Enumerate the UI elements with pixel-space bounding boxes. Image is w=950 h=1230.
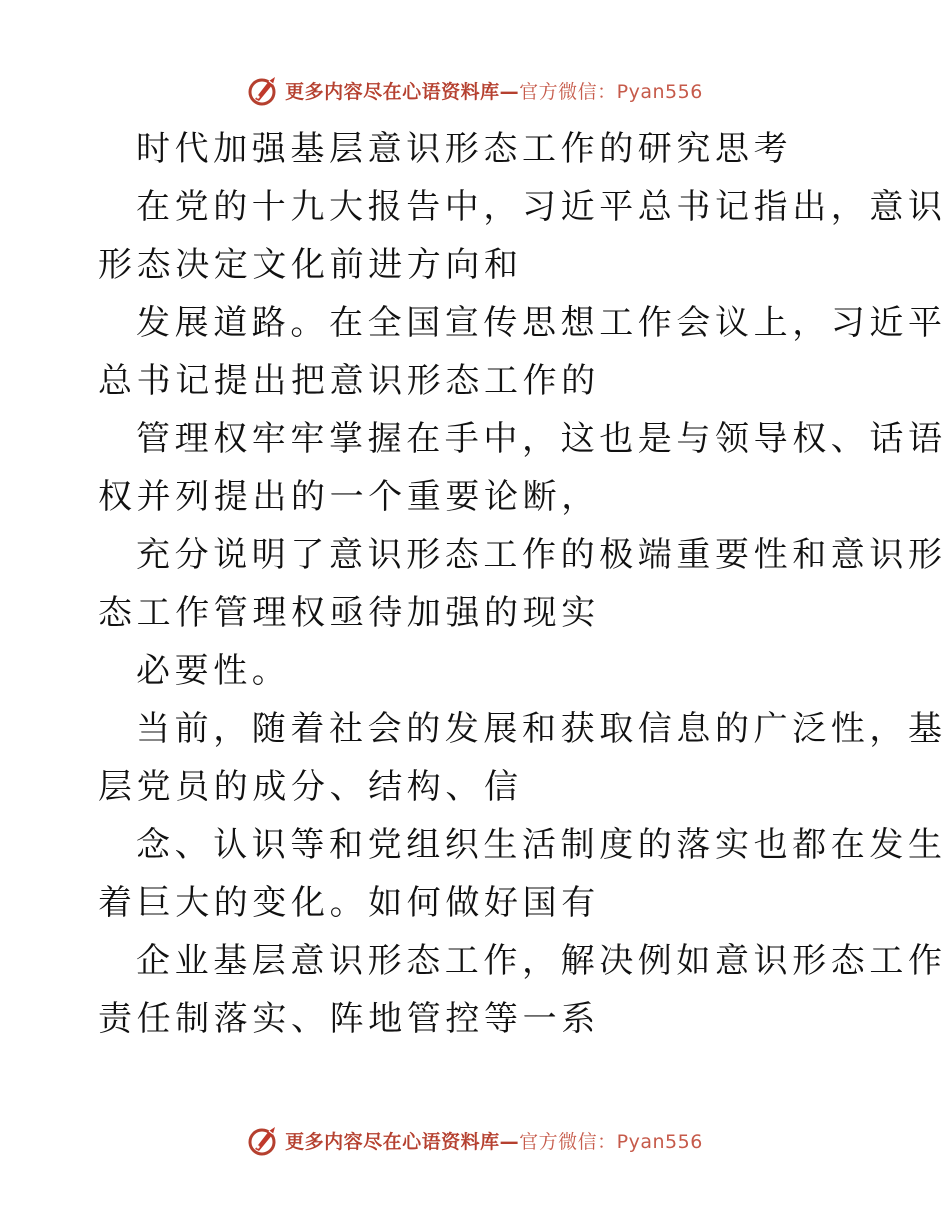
text-line: 充分说明了意识形态工作的极端重要性和意识形 — [136, 535, 947, 575]
banner-text — [285, 77, 703, 104]
pen-nib-logo-icon — [247, 1123, 281, 1157]
text-line: 权并列提出的一个重要论断， — [98, 477, 600, 517]
document-title: 时代加强基层意识形态工作的研究思考 — [136, 129, 793, 169]
text-line: 形态决定文化前进方向和 — [98, 245, 523, 285]
text-line: 念、认识等和党组织生活制度的落实也都在发生 — [136, 825, 947, 865]
banner-wechat: 官方微信：Pyan556 — [519, 1130, 703, 1153]
text-line: 着巨大的变化。如何做好国有 — [98, 883, 600, 923]
text-line: 必要性。 — [136, 651, 291, 691]
header-banner — [0, 70, 950, 110]
text-line: 态工作管理权亟待加强的现实 — [98, 593, 600, 633]
text-line: 管理权牢牢掌握在手中，这也是与领导权、话语 — [136, 419, 947, 459]
banner-title: 更多内容尽在心语资料库— — [285, 1130, 520, 1153]
footer-banner — [0, 1120, 950, 1160]
text-line: 总书记提出把意识形态工作的 — [98, 361, 600, 401]
text-line: 发展道路。在全国宣传思想工作会议上，习近平 — [136, 303, 947, 343]
text-line: 责任制落实、阵地管控等一系 — [98, 999, 600, 1039]
text-line: 在党的十九大报告中，习近平总书记指出，意识 — [136, 187, 947, 227]
banner-wechat: 官方微信：Pyan556 — [519, 80, 703, 103]
text-line: 层党员的成分、结构、信 — [98, 767, 523, 807]
text-line: 当前，随着社会的发展和获取信息的广泛性，基 — [136, 709, 947, 749]
pen-nib-logo-icon — [247, 73, 281, 107]
text-line: 企业基层意识形态工作，解决例如意识形态工作 — [136, 941, 947, 981]
document-body — [98, 120, 947, 1048]
banner-title: 更多内容尽在心语资料库— — [285, 80, 520, 103]
banner-text — [285, 1127, 703, 1154]
